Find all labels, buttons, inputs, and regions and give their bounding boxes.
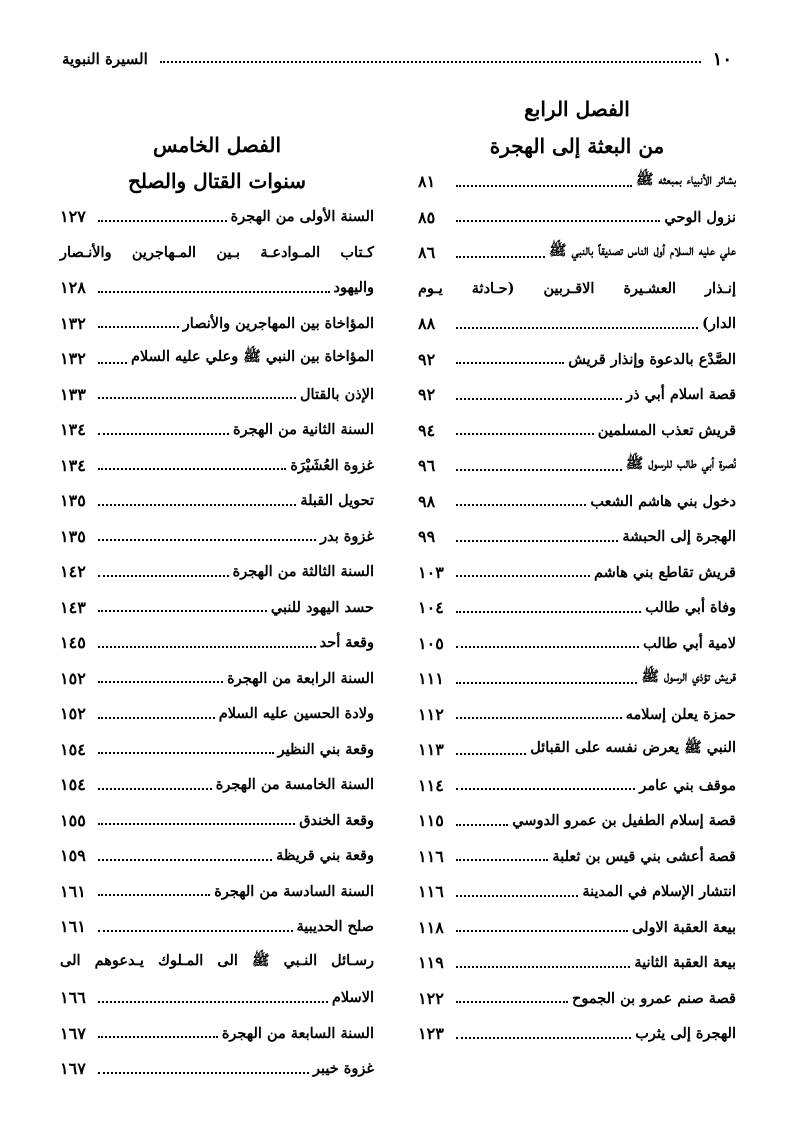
toc-entry[interactable]: [60, 838, 374, 874]
toc-entry[interactable]: [418, 342, 736, 378]
toc-entry[interactable]: [60, 874, 374, 910]
toc-entry[interactable]: [60, 945, 374, 981]
dot-leader: [456, 469, 622, 471]
toc-entry[interactable]: [60, 909, 374, 945]
toc-entry-page: ١١٢: [418, 704, 444, 724]
toc-entry-title: لامية أبي طالب: [642, 634, 736, 652]
dot-leader: [456, 256, 545, 258]
toc-entry-page: ١٦٦: [60, 988, 86, 1008]
toc-entry[interactable]: [418, 448, 736, 484]
toc-entry-title: بيعة العقبة الثانية: [634, 954, 736, 972]
toc-entry-title: غزوة بدر: [320, 527, 374, 545]
toc-entry-page: ١٦٧: [60, 1023, 86, 1043]
toc-entry-title: السنة السابعة من الهجرة: [221, 1024, 374, 1042]
toc-entry-title: إنـذار العشـيرة الاقـربين (حـادثة يـوم: [418, 279, 736, 297]
dot-leader: [456, 717, 622, 719]
toc-entry-title: قريش تؤذي الرسول ﷺ: [641, 668, 736, 686]
toc-entry-page: ١١٦: [418, 882, 444, 902]
toc-entry[interactable]: [60, 554, 374, 590]
toc-entry-title: كـتاب المـوادعـة بـين المـهاجرين والأنـصار: [60, 243, 374, 261]
dot-leader: [98, 681, 223, 683]
chapter-four-heading: الفصل الرابع: [524, 96, 630, 121]
toc-entry-page: ١٦١: [60, 881, 86, 901]
chapter-five-entries: [60, 199, 374, 1087]
toc-entry[interactable]: [418, 697, 736, 733]
toc-entry[interactable]: [418, 803, 736, 839]
toc-entry[interactable]: [60, 696, 374, 732]
toc-entry-page: ١١٤: [418, 775, 444, 795]
toc-entry-page: ١٦٧: [60, 1059, 86, 1079]
toc-entry-page: ١١٥: [418, 811, 444, 831]
toc-entry-title: وقعة بني قريظة: [276, 847, 374, 865]
dot-leader: [456, 859, 548, 861]
toc-entry[interactable]: [418, 555, 736, 591]
toc-entry[interactable]: [418, 981, 736, 1017]
toc-entry-title: غزوة العُشَيْرَة: [290, 456, 374, 474]
dot-leader: [456, 327, 698, 329]
toc-entry-page: ١١٩: [418, 953, 444, 973]
toc-entry-page: ١٠٣: [418, 562, 444, 582]
toc-entry[interactable]: [418, 839, 736, 875]
dot-leader: [98, 823, 295, 825]
page-number: ١٠: [712, 48, 732, 70]
toc-entry[interactable]: [60, 483, 374, 519]
toc-entry-title: قصة إسلام الطفيل بن عمرو الدوسي: [512, 812, 736, 830]
dot-leader: [456, 1037, 631, 1039]
dot-leader: [456, 824, 508, 826]
toc-entry-title: قصة صنم عمرو بن الجموح: [572, 989, 736, 1007]
toc-entry-title: بشائر الأنبياء بمبعثه ﷺ: [635, 171, 736, 189]
toc-entry-page: ١٦١: [60, 917, 86, 937]
toc-entry-page: ١٥٢: [60, 704, 86, 724]
toc-entry-title: السنة السادسة من الهجرة: [214, 882, 374, 900]
book-title: السيرة النبوية: [62, 50, 148, 68]
toc-entry[interactable]: [60, 732, 374, 768]
toc-entry-title: السنة الثالثة من الهجرة: [232, 563, 374, 581]
dot-leader: [456, 575, 590, 577]
toc-entry-page: ٨١: [418, 172, 436, 192]
toc-entry[interactable]: [60, 306, 374, 342]
toc-entry[interactable]: [60, 980, 374, 1016]
toc-entry-title: المؤاخاة بين النبي ﷺ وعلي عليه السلام: [130, 348, 374, 366]
dot-leader: [98, 788, 212, 790]
toc-entry[interactable]: [418, 164, 736, 200]
toc-entry[interactable]: [60, 519, 374, 555]
toc-entry-page: ١٥٤: [60, 739, 86, 759]
dot-leader: [456, 646, 639, 648]
toc-entry-title: موقف بني عامر: [639, 776, 736, 794]
toc-entry-page: ١٣٣: [60, 384, 86, 404]
dot-leader: [456, 185, 632, 187]
dot-leader: [98, 504, 296, 506]
dot-leader: [98, 362, 127, 364]
toc-entry-page: ١٢٨: [60, 278, 86, 298]
toc-entry-page: ١١٦: [418, 846, 444, 866]
dot-leader: [98, 859, 272, 861]
toc-entry-title: حمزة يعلن إسلامه: [625, 705, 736, 723]
toc-entry-title: الدار): [702, 315, 736, 333]
dot-leader: [98, 894, 210, 896]
dot-leader: [98, 575, 229, 577]
toc-entry-title: وقعة أحد: [319, 634, 374, 652]
chapter-four-entries: [418, 164, 736, 1052]
toc-entry-title: الإذن بالقتال: [300, 385, 374, 403]
toc-entry[interactable]: [418, 1016, 736, 1052]
dot-leader: [456, 966, 630, 968]
toc-entry-page: ٩٦: [418, 456, 436, 476]
toc-entry[interactable]: [418, 413, 736, 449]
toc-entry[interactable]: [60, 199, 374, 235]
toc-entry-title: رسـائل النـبي ﷺ الى المـلوك يـدعوهم الى: [60, 951, 374, 969]
toc-entry[interactable]: [60, 448, 374, 484]
toc-entry[interactable]: [60, 767, 374, 803]
toc-entry-title: بيعة العقبة الاولى: [631, 918, 736, 936]
toc-entry-page: ١٢٢: [418, 988, 444, 1008]
toc-entry[interactable]: [418, 768, 736, 804]
toc-entry-page: ١٤٣: [60, 597, 86, 617]
chapter-five-column: [60, 90, 374, 1087]
toc-entry[interactable]: [60, 341, 374, 377]
toc-entry[interactable]: [418, 661, 736, 697]
toc-entry-title: السنة الأولى من الهجرة: [230, 208, 374, 226]
dot-leader: [98, 468, 286, 470]
toc-entry[interactable]: [60, 270, 374, 306]
toc-entry-page: ١٣٤: [60, 455, 86, 475]
toc-entry-page: ٩٤: [418, 420, 436, 440]
dot-leader: [98, 1072, 309, 1074]
chapter-five-subtitle: سنوات القتال والصلح: [127, 169, 307, 193]
toc-entry-page: ١٤٥: [60, 633, 86, 653]
toc-entry-title: قريش تعذب المسلمين: [597, 421, 736, 439]
toc-entry-page: ٩٩: [418, 527, 436, 547]
dot-leader: [456, 540, 618, 542]
toc-entry[interactable]: [60, 1051, 374, 1087]
toc-entry-page: ٨٥: [418, 207, 436, 227]
dot-leader: [98, 220, 227, 222]
toc-entry[interactable]: [60, 235, 374, 271]
toc-entry-page: ١٠٤: [418, 598, 444, 618]
toc-entry-title: دخول بني هاشم الشعب: [590, 492, 736, 510]
chapter-four-column: [418, 90, 736, 1052]
dot-leader: [98, 326, 179, 328]
toc-entry-page: ١١١: [418, 669, 444, 689]
toc-entry-title: نُصرة أبي طالب للرسول ﷺ: [625, 455, 736, 473]
toc-entry-page: ١٣٢: [60, 349, 86, 369]
toc-entry-title: وقعة الخندق: [299, 811, 374, 829]
toc-entry[interactable]: [418, 910, 736, 946]
toc-entry-page: ٨٨: [418, 314, 436, 334]
toc-entry-page: ١٢٣: [418, 1024, 444, 1044]
toc-entry-page: ١٥٤: [60, 775, 86, 795]
dot-leader: [456, 895, 578, 897]
toc-entry[interactable]: [418, 306, 736, 342]
toc-entry-page: ١٣٥: [60, 526, 86, 546]
dot-leader: [98, 539, 316, 541]
toc-entry-page: ٩٢: [418, 385, 436, 405]
toc-entry-title: نزول الوحي: [664, 208, 736, 226]
toc-entry-page: ١١٣: [418, 740, 444, 760]
toc-entry[interactable]: [418, 874, 736, 910]
toc-entry[interactable]: [60, 412, 374, 448]
dot-leader: [98, 610, 267, 612]
toc-entry[interactable]: [60, 377, 374, 413]
dot-leader: [98, 717, 215, 719]
toc-entry[interactable]: [418, 235, 736, 271]
toc-entry-page: ١٣٥: [60, 491, 86, 511]
toc-entry-title: الهجرة إلى الحبشة: [622, 528, 736, 546]
dot-leader: [98, 752, 274, 754]
dot-leader: [98, 291, 330, 293]
toc-entry-title: وفاة أبي طالب: [645, 599, 736, 617]
toc-entry-page: ١٥٢: [60, 668, 86, 688]
toc-entry-title: السنة الخامسة من الهجرة: [215, 776, 374, 794]
toc-entry-title: السنة الرابعة من الهجرة: [227, 669, 374, 687]
toc-entry-title: قريش تقاطع بني هاشم: [593, 563, 736, 581]
dot-leader: [456, 1001, 568, 1003]
toc-entry[interactable]: [418, 377, 736, 413]
dot-leader: [456, 682, 637, 684]
toc-entry[interactable]: [60, 661, 374, 697]
toc-entry-page: ١١٨: [418, 917, 444, 937]
toc-entry[interactable]: [60, 625, 374, 661]
dot-leader: [98, 1001, 328, 1003]
toc-entry-page: ١٣٢: [60, 313, 86, 333]
toc-entry-page: ١٥٥: [60, 810, 86, 830]
chapter-five-heading: الفصل الخامس: [152, 133, 282, 157]
toc-entry-page: ١٥٩: [60, 846, 86, 866]
toc-entry-page: ١٠٥: [418, 633, 444, 653]
dot-leader: [456, 362, 564, 364]
toc-entry-title: قصة اسلام أبي ذر: [626, 386, 736, 404]
toc-entry-page: ٩٨: [418, 491, 436, 511]
header-dot-leader: [160, 61, 701, 63]
dot-leader: [456, 753, 526, 755]
dot-leader: [456, 930, 628, 932]
chapter-four-subtitle: من البعثة إلى الهجرة: [489, 133, 665, 158]
toc-entry[interactable]: [418, 271, 736, 307]
toc-entry-page: ١٢٧: [60, 207, 86, 227]
toc-entry-page: ٩٢: [418, 349, 436, 369]
toc-entry[interactable]: [418, 200, 736, 236]
toc-entry-title: الصَّدْع بالدعوة وإنذار قريش: [568, 350, 736, 368]
toc-entry[interactable]: [60, 1016, 374, 1052]
toc-entry-title: النبي ﷺ يعرض نفسه على القبائل: [530, 739, 736, 757]
dot-leader: [98, 397, 296, 399]
dot-leader: [98, 1036, 218, 1038]
toc-entry-title: صلح الحديبية: [296, 918, 374, 936]
dot-leader: [456, 504, 586, 506]
dot-leader: [456, 433, 594, 435]
toc-entry-title: المؤاخاة بين المهاجرين والأنصار: [182, 314, 374, 332]
toc-entry-title: علي عليه السلام أول الناس تصديقاً بالنبي ﷺ: [548, 242, 736, 260]
toc-entry[interactable]: [418, 590, 736, 626]
dot-leader: [456, 220, 660, 222]
toc-entry-page: ٨٦: [418, 243, 436, 263]
toc-entry-page: ١٣٤: [60, 420, 86, 440]
toc-entry-title: السنة الثانية من الهجرة: [233, 421, 374, 439]
toc-entry[interactable]: [418, 945, 736, 981]
toc-entry-page: ١٤٢: [60, 562, 86, 582]
toc-entry-title: وقعة بني النظير: [277, 740, 374, 758]
toc-entry-title: تحويل القبلة: [300, 492, 374, 510]
dot-leader: [456, 398, 622, 400]
dot-leader: [98, 646, 316, 648]
toc-entry-title: الهجرة إلى يثرب: [635, 1025, 736, 1043]
toc-entry-title: واليهود: [333, 279, 374, 297]
dot-leader: [456, 788, 635, 790]
toc-entry-title: ولادة الحسين عليه السلام: [218, 705, 374, 723]
toc-entry[interactable]: [418, 519, 736, 555]
dot-leader: [98, 930, 293, 932]
toc-entry[interactable]: [60, 590, 374, 626]
toc-entry-title: غزوة خيبر: [313, 1060, 374, 1078]
toc-entry[interactable]: [60, 803, 374, 839]
toc-entry[interactable]: [418, 732, 736, 768]
toc-entry-title: انتشار الإسلام في المدينة: [582, 883, 736, 901]
toc-entry-title: حسد اليهود للنبي: [270, 598, 374, 616]
toc-entry[interactable]: [418, 626, 736, 662]
dot-leader: [456, 611, 641, 613]
dot-leader: [98, 433, 229, 435]
toc-entry-title: الاسلام: [331, 989, 374, 1007]
running-header: [62, 44, 732, 74]
toc-entry[interactable]: [418, 484, 736, 520]
toc-entry-title: قصة أعشى بني قيس بن ثعلبة: [552, 847, 736, 865]
